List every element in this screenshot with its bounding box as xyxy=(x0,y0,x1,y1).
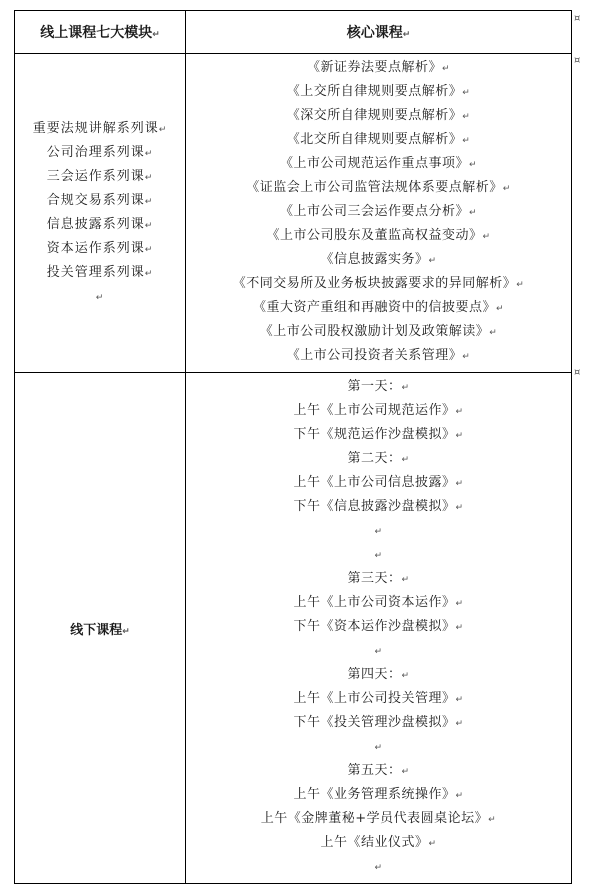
schedule-line xyxy=(186,447,571,471)
course-item-text: 《上市公司三会运作要点分析》 xyxy=(279,204,469,219)
offline-label-cell xyxy=(15,373,186,884)
return-mark: ↵ xyxy=(455,599,464,609)
blank-line xyxy=(186,519,571,543)
module-item xyxy=(15,237,185,261)
return-mark: ↵ xyxy=(516,280,525,290)
course-item xyxy=(186,176,571,200)
course-item xyxy=(186,320,571,344)
module-item-text: 资本运作系列课 xyxy=(46,241,145,256)
return-mark: ↵ xyxy=(455,479,464,489)
offline-schedule-list xyxy=(186,373,571,883)
schedule-line-text: 上午《上市公司信息披露》 xyxy=(293,475,456,490)
online-modules-cell xyxy=(15,54,186,373)
return-mark: ↵ xyxy=(462,136,471,146)
schedule-line-text: 上午《金牌董秘+学员代表圆桌论坛》 xyxy=(260,811,489,826)
table-header-row xyxy=(15,11,572,54)
return-mark: ↵ xyxy=(401,455,410,465)
schedule-line xyxy=(186,759,571,783)
return-mark: ↵ xyxy=(428,256,437,266)
cell-end-mark-1: ¤ xyxy=(574,13,581,24)
return-mark: ↵ xyxy=(455,791,464,801)
course-item-text: 《北交所自律规则要点解析》 xyxy=(286,132,463,147)
return-mark: ↵ xyxy=(144,245,154,255)
return-mark: ↵ xyxy=(455,623,464,633)
schedule-line xyxy=(186,783,571,807)
return-mark: ↵ xyxy=(488,815,497,825)
module-item-text: 信息披露系列课 xyxy=(46,217,145,232)
module-trailing-blank xyxy=(15,285,185,309)
course-item xyxy=(186,248,571,272)
offline-schedule-cell xyxy=(186,373,572,884)
course-item xyxy=(186,272,571,296)
course-item-text: 《上市公司股东及董监高权益变动》 xyxy=(266,228,483,243)
schedule-line-text: 第四天： xyxy=(347,667,402,682)
header-core-courses xyxy=(186,11,572,54)
return-mark: ↵ xyxy=(144,197,154,207)
return-mark: ↵ xyxy=(401,383,410,393)
return-mark: ↵ xyxy=(144,221,154,231)
return-mark: ↵ xyxy=(144,149,154,159)
return-mark: ↵ xyxy=(462,88,471,98)
module-item xyxy=(15,117,185,141)
return-mark: ↵ xyxy=(455,503,464,513)
schedule-line-text: 上午《结业仪式》 xyxy=(320,835,429,850)
course-item xyxy=(186,104,571,128)
schedule-line xyxy=(186,807,571,831)
module-item xyxy=(15,141,185,165)
module-item xyxy=(15,189,185,213)
schedule-line-text: 上午《上市公司资本运作》 xyxy=(293,595,456,610)
return-mark: ↵ xyxy=(482,232,491,242)
schedule-line xyxy=(186,687,571,711)
offline-label: 线下课程 xyxy=(70,622,123,638)
return-mark: ↵ xyxy=(374,863,383,873)
course-item xyxy=(186,152,571,176)
schedule-line xyxy=(186,375,571,399)
return-mark: ↵ xyxy=(455,695,464,705)
return-mark: ↵ xyxy=(495,304,505,314)
course-item xyxy=(186,80,571,104)
return-mark: ↵ xyxy=(455,431,464,441)
course-item-text: 《上市公司股权激励计划及政策解读》 xyxy=(259,324,490,339)
return-mark: ↵ xyxy=(374,527,383,537)
module-item-text: 合规交易系列课 xyxy=(46,193,145,208)
course-item-text: 《上市公司投资者关系管理》 xyxy=(286,348,463,363)
course-item-text: 《证监会上市公司监管法规体系要点解析》 xyxy=(246,180,503,195)
schedule-line-text: 下午《规范运作沙盘模拟》 xyxy=(293,427,456,442)
header-col1-text: 线上课程七大模块 xyxy=(40,25,153,41)
schedule-line-text: 第一天： xyxy=(347,379,402,394)
schedule-line-text: 上午《上市公司投关管理》 xyxy=(293,691,456,706)
schedule-line-text: 第五天： xyxy=(347,763,402,778)
schedule-line xyxy=(186,471,571,495)
module-item-text: 三会运作系列课 xyxy=(46,169,145,184)
return-mark: ↵ xyxy=(144,173,154,183)
return-mark: ↵ xyxy=(401,575,410,585)
blank-line xyxy=(186,735,571,759)
course-item-text: 《信息披露实务》 xyxy=(320,252,429,267)
module-item xyxy=(15,213,185,237)
schedule-line xyxy=(186,711,571,735)
module-item xyxy=(15,261,185,285)
blank-line xyxy=(186,639,571,663)
return-mark: ↵ xyxy=(468,208,478,218)
return-mark: ↵ xyxy=(374,743,383,753)
online-row xyxy=(15,54,572,373)
return-mark: ↵ xyxy=(502,184,511,194)
module-item-text: 公司治理系列课 xyxy=(46,145,145,160)
course-item xyxy=(186,224,571,248)
header-col2-text: 核心课程 xyxy=(346,25,403,41)
course-item-text: 《重大资产重组和再融资中的信披要点》 xyxy=(252,300,496,315)
return-mark: ↵ xyxy=(441,64,451,74)
schedule-line xyxy=(186,399,571,423)
course-item xyxy=(186,296,571,320)
cell-end-mark-3: ¤ xyxy=(574,367,581,378)
cut-off-footer-text xyxy=(30,838,560,846)
return-mark: ↵ xyxy=(374,647,383,657)
online-modules-list xyxy=(15,117,185,309)
course-item xyxy=(186,128,571,152)
online-courses-list xyxy=(186,54,571,372)
return-mark: ↵ xyxy=(374,551,383,561)
course-item-text: 《上市公司规范运作重点事项》 xyxy=(279,156,469,171)
cell-end-mark-2: ¤ xyxy=(574,55,581,66)
schedule-line xyxy=(186,567,571,591)
course-table xyxy=(14,10,572,884)
module-item xyxy=(15,165,185,189)
return-mark: ↵ xyxy=(144,269,154,279)
schedule-line-text: 下午《投关管理沙盘模拟》 xyxy=(293,715,456,730)
schedule-line xyxy=(186,615,571,639)
schedule-line-text: 第三天： xyxy=(347,571,402,586)
return-mark: ↵ xyxy=(428,839,437,849)
schedule-line xyxy=(186,663,571,687)
schedule-line xyxy=(186,423,571,447)
return-mark: ↵ xyxy=(468,160,478,170)
return-mark: ↵ xyxy=(152,30,160,40)
module-item-text: 重要法规讲解系列课 xyxy=(32,121,159,136)
course-item xyxy=(186,344,571,368)
course-item-text: 《深交所自律规则要点解析》 xyxy=(286,108,463,123)
return-mark: ↵ xyxy=(455,407,464,417)
course-item-text: 《新证券法要点解析》 xyxy=(306,60,442,75)
return-mark: ↵ xyxy=(462,112,471,122)
return-mark: ↵ xyxy=(401,671,410,681)
return-mark: ↵ xyxy=(122,626,130,637)
schedule-line-text: 下午《信息披露沙盘模拟》 xyxy=(293,499,456,514)
return-mark: ↵ xyxy=(158,125,168,135)
return-mark: ↵ xyxy=(95,293,105,303)
blank-line xyxy=(186,543,571,567)
schedule-line-text: 第二天： xyxy=(347,451,402,466)
module-item-text: 投关管理系列课 xyxy=(46,265,145,280)
return-mark: ↵ xyxy=(402,30,411,40)
return-mark: ↵ xyxy=(401,767,410,777)
offline-row xyxy=(15,373,572,884)
schedule-line xyxy=(186,495,571,519)
schedule-line xyxy=(186,591,571,615)
blank-line xyxy=(186,855,571,879)
schedule-line-text: 上午《业务管理系统操作》 xyxy=(293,787,456,802)
course-item-text: 《不同交易所及业务板块披露要求的异同解析》 xyxy=(232,276,517,291)
course-item xyxy=(186,56,571,80)
schedule-line-text: 下午《资本运作沙盘模拟》 xyxy=(293,619,456,634)
return-mark: ↵ xyxy=(462,352,471,362)
course-item-text: 《上交所自律规则要点解析》 xyxy=(286,84,463,99)
return-mark: ↵ xyxy=(489,328,498,338)
header-online-modules xyxy=(15,11,186,54)
return-mark: ↵ xyxy=(455,719,464,729)
course-item xyxy=(186,200,571,224)
schedule-line-text: 上午《上市公司规范运作》 xyxy=(293,403,456,418)
online-courses-cell xyxy=(186,54,572,373)
